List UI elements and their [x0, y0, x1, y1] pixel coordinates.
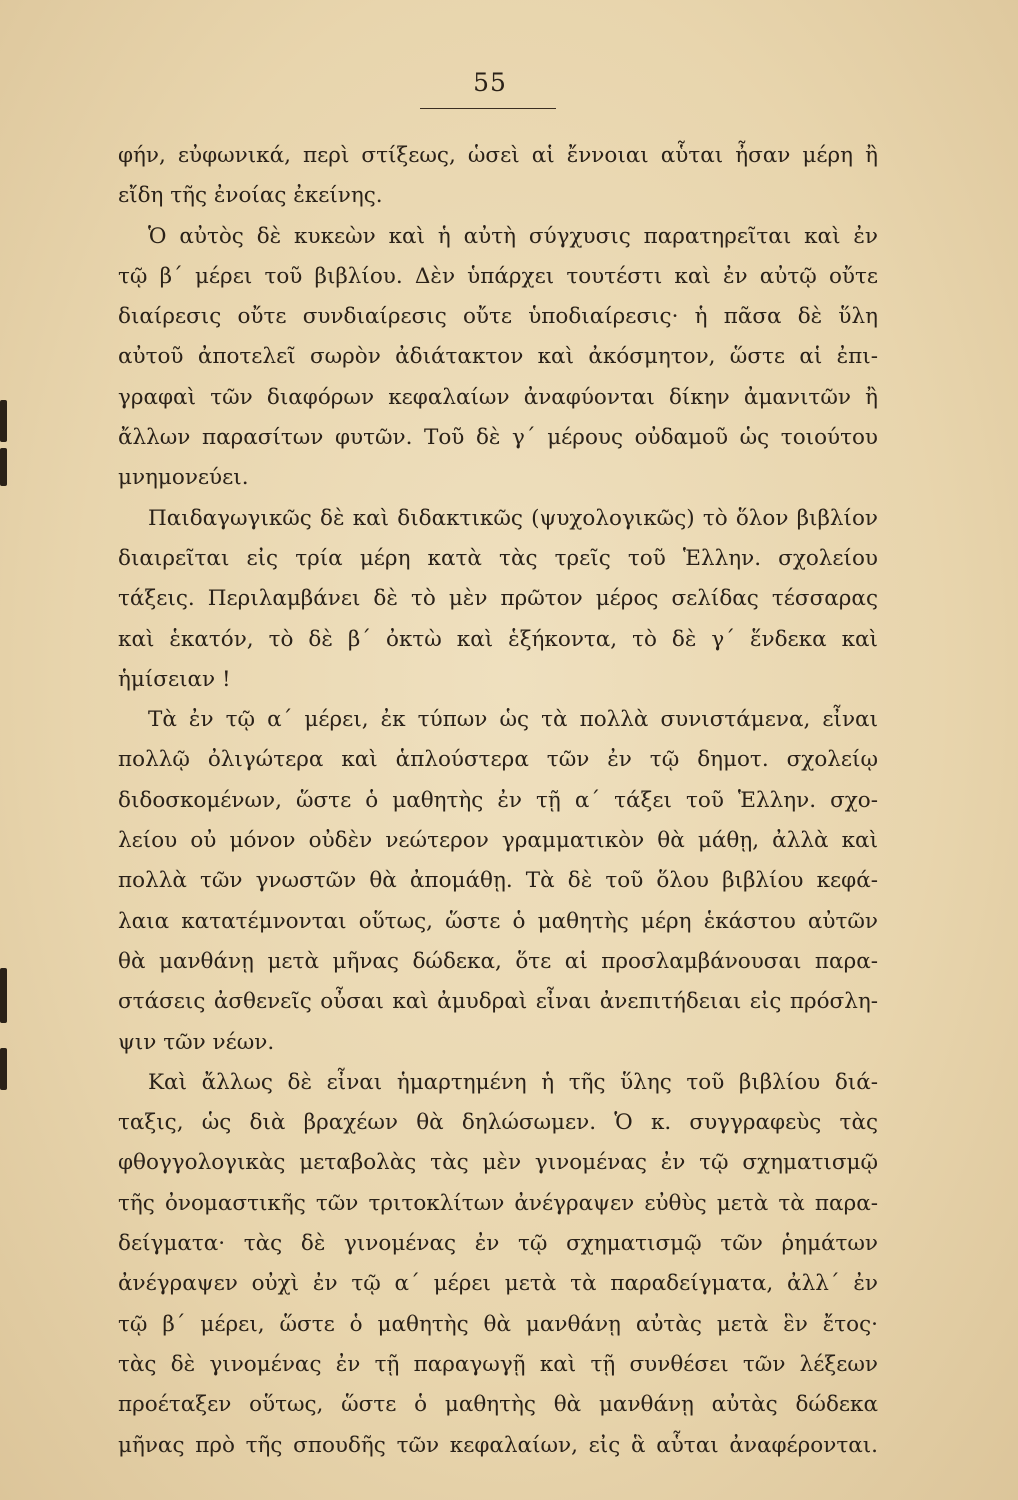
text-line: Ὁ αὐτὸς δὲ κυκεὼν καὶ ἡ αὐτὴ σύγχυσις παρατηρεῖται καὶ ἐν	[148, 223, 878, 249]
page-number: 55	[473, 68, 507, 97]
text-line: μνημονεύει.	[118, 465, 249, 491]
body-text	[118, 136, 878, 1466]
margin-ink-mark	[0, 968, 7, 1023]
text-line: Παιδαγωγικῶς δὲ καὶ διδακτικῶς (ψυχολογικῶς) τὸ ὅλον βιβλίον	[148, 505, 878, 531]
text-line: διαίρεσις οὔτε συνδιαίρεσις οὔτε ὑποδιαίρεσις· ἡ πᾶσα δὲ ὕλη	[118, 304, 878, 330]
text-line: φθογγολογικὰς μεταβολὰς τὰς μὲν γινομένας ἐν τῷ σχηματισμῷ	[118, 1150, 878, 1176]
text-line: πολλὰ τῶν γνωστῶν θὰ ἀπομάθῃ. Τὰ δὲ τοῦ ὅλου βιβλίου κεφά-	[118, 868, 878, 894]
text-line: πολλῷ ὀλιγώτερα καὶ ἁπλούστερα τῶν ἐν τῷ δημοτ. σχολείῳ	[118, 747, 878, 773]
text-line: ταξις, ὡς διὰ βραχέων θὰ δηλώσωμεν. Ὁ κ. συγγραφεὺς τὰς	[118, 1110, 878, 1136]
text-line: διαιρεῖται εἰς τρία μέρη κατὰ τὰς τρεῖς τοῦ Ἑλλην. σχολείου	[118, 545, 878, 571]
text-line: τῆς ὀνομαστικῆς τῶν τριτοκλίτων ἀνέγραψεν εὐθὺς μετὰ τὰ παρα-	[118, 1190, 878, 1216]
header-rule	[420, 108, 556, 109]
text-line: θὰ μανθάνῃ μετὰ μῆνας δώδεκα, ὅτε αἱ προσλαμβάνουσαι παρα-	[118, 948, 878, 974]
text-line: ἀνέγραψεν οὐχὶ ἐν τῷ α΄ μέρει μετὰ τὰ παραδείγματα, ἀλλ΄ ἐν	[118, 1271, 878, 1297]
text-line: στάσεις ἀσθενεῖς οὖσαι καὶ ἀμυδραὶ εἶναι ἀνεπιτήδειαι εἰς πρόσλη-	[118, 989, 878, 1015]
text-line: μῆνας πρὸ τῆς σπουδῆς τῶν κεφαλαίων, εἰς ἃ αὗται ἀναφέρονται.	[118, 1432, 878, 1458]
text-line: λαια κατατέμνονται οὕτως, ὥστε ὁ μαθητὴς μέρη ἑκάστου αὐτῶν	[118, 908, 878, 934]
text-line: ἄλλων παρασίτων φυτῶν. Τοῦ δὲ γ΄ μέρους οὐδαμοῦ ὡς τοιούτου	[118, 425, 878, 451]
text-line: τάξεις. Περιλαμβάνει δὲ τὸ μὲν πρῶτον μέρος σελίδας τέσσαρας	[118, 586, 878, 612]
margin-ink-mark	[0, 448, 7, 486]
text-line: δείγματα· τὰς δὲ γινομένας ἐν τῷ σχηματισμῷ τῶν ῥημάτων	[118, 1231, 878, 1257]
text-line: διδοσκομένων, ὥστε ὁ μαθητὴς ἐν τῇ α΄ τάξει τοῦ Ἑλλην. σχο-	[118, 787, 878, 813]
margin-ink-mark	[0, 400, 7, 442]
text-line: τῷ β΄ μέρει, ὥστε ὁ μαθητὴς θὰ μανθάνῃ αὐτὰς μετὰ ἓν ἔτος·	[118, 1311, 878, 1337]
text-line: προέταξεν οὕτως, ὥστε ὁ μαθητὴς θὰ μανθάνῃ αὐτὰς δώδεκα	[118, 1392, 878, 1418]
text-line: Καὶ ἄλλως δὲ εἶναι ἡμαρτημένη ἡ τῆς ὕλης τοῦ βιβλίου διά-	[148, 1069, 878, 1095]
text-line: ἡμίσειαν !	[118, 666, 231, 692]
text-line: αὐτοῦ ἀποτελεῖ σωρὸν ἀδιάτακτον καὶ ἀκόσμητον, ὥστε αἱ ἐπι-	[118, 344, 878, 370]
text-line: τὰς δὲ γινομένας ἐν τῇ παραγωγῇ καὶ τῇ συνθέσει τῶν λέξεων	[118, 1351, 878, 1377]
text-line: Τὰ ἐν τῷ α΄ μέρει, ἐκ τύπων ὡς τὰ πολλὰ συνιστάμενα, εἶναι	[148, 707, 878, 733]
text-line: γραφαὶ τῶν διαφόρων κεφαλαίων ἀναφύονται δίκην ἀμανιτῶν ἢ	[118, 384, 878, 410]
margin-ink-mark	[0, 1048, 7, 1090]
text-line: τῷ β΄ μέρει τοῦ βιβλίου. Δὲν ὑπάρχει τουτέστι καὶ ἐν αὐτῷ οὔτε	[118, 263, 878, 289]
text-line: καὶ ἑκατόν, τὸ δὲ β΄ ὀκτὼ καὶ ἑξήκοντα, τὸ δὲ γ΄ ἕνδεκα καὶ	[118, 626, 878, 652]
text-line: ψιν τῶν νέων.	[118, 1029, 275, 1055]
text-line: εἴδη τῆς ἐνοίας ἐκείνης.	[118, 183, 383, 209]
text-line: φήν, εὐφωνικά, περὶ στίξεως, ὡσεὶ αἱ ἔννοιαι αὗται ἦσαν μέρη ἢ	[118, 143, 878, 168]
text-line: λείου οὐ μόνον οὐδὲν νεώτερον γραμματικὸν θὰ μάθῃ, ἀλλὰ καὶ	[118, 828, 878, 854]
